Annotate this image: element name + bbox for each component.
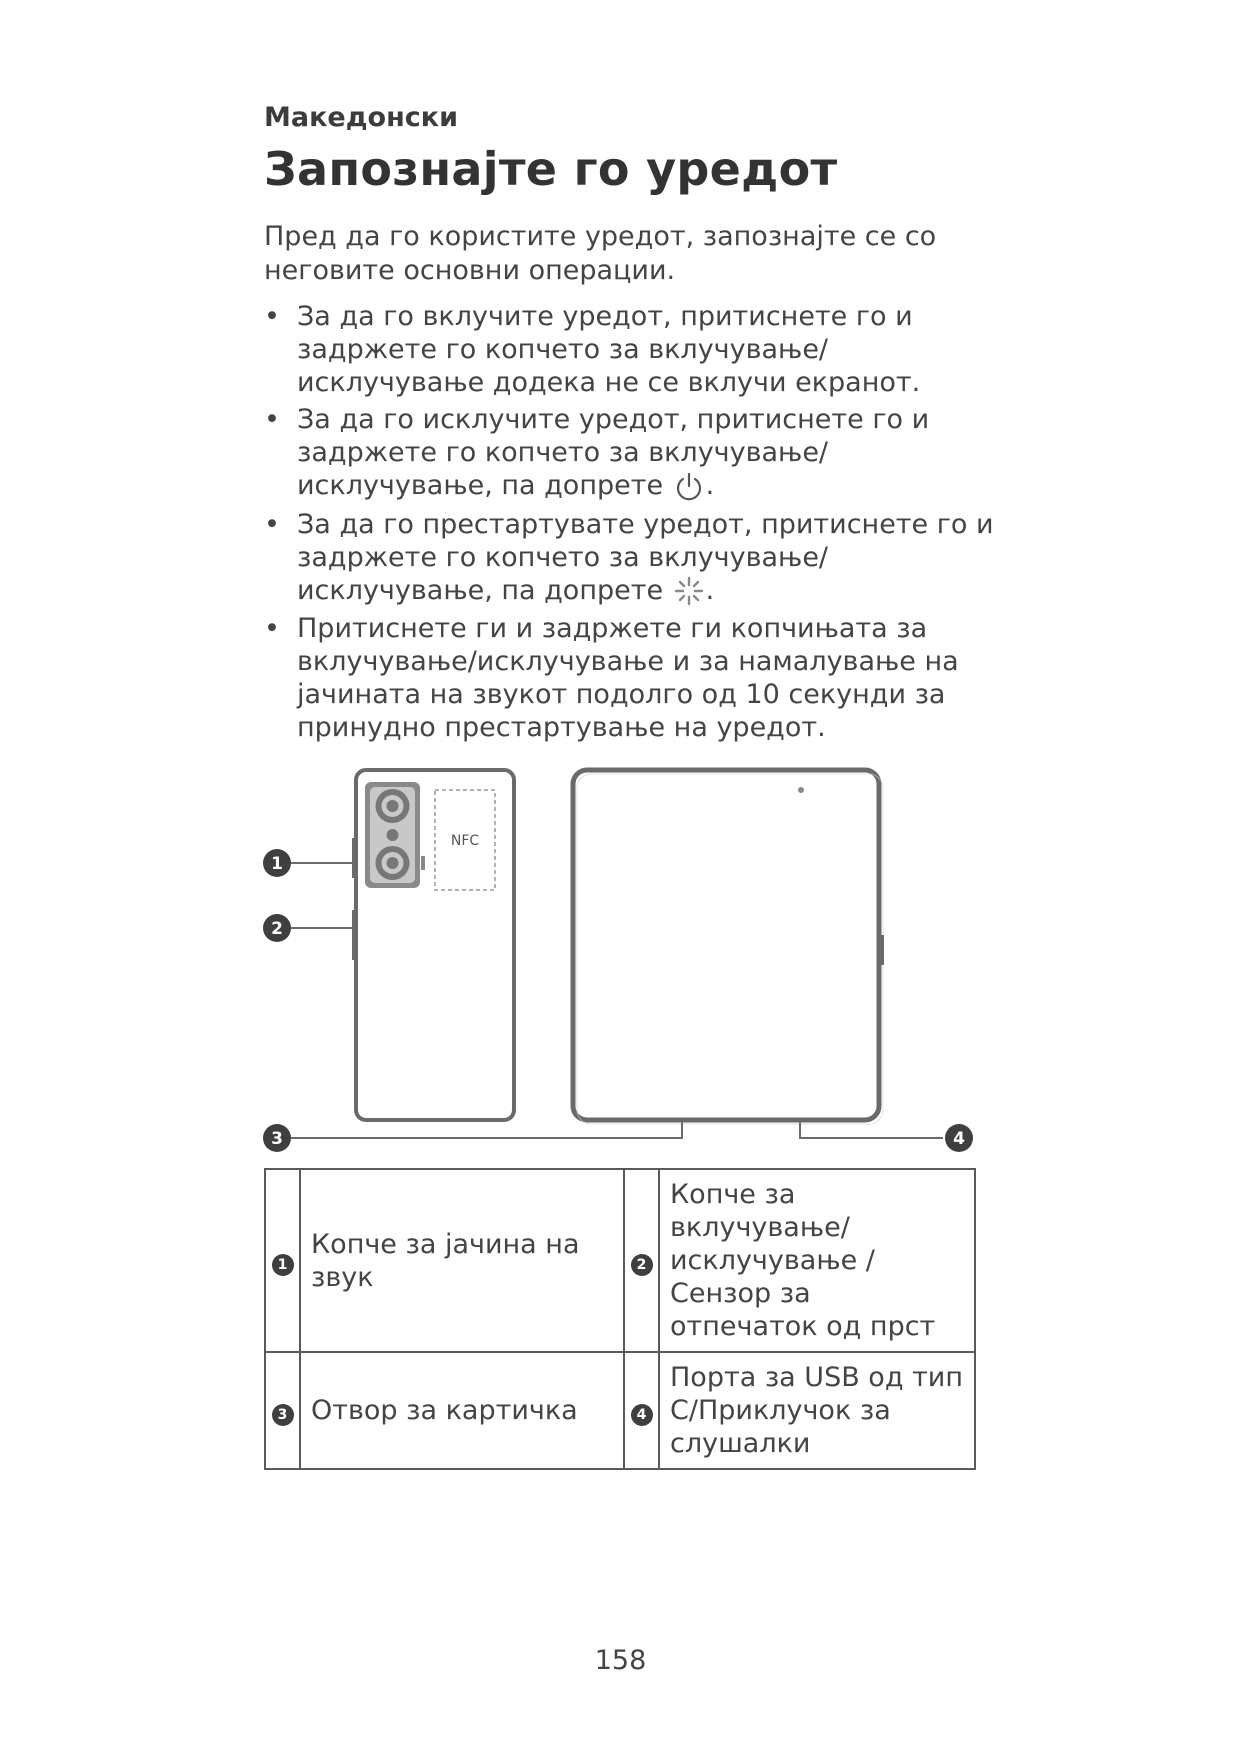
table-row <box>265 1352 975 1469</box>
part-number: 2 <box>631 1254 653 1276</box>
callout-3 <box>263 1124 291 1152</box>
part-number: 1 <box>272 1254 294 1276</box>
part-number-cell <box>265 1352 300 1469</box>
svg-text:4: 4 <box>953 1129 965 1149</box>
part-label: Копче за јачина на звук <box>300 1169 624 1352</box>
device-diagram <box>255 760 995 1160</box>
bullet-suffix: . <box>705 470 715 501</box>
nfc-label: NFC <box>450 833 480 849</box>
bullet-text: Притиснете ги и задржете ги копчињата за вклучување/исклучување и за намалување на јачината на звукот подолго од 10 секунди за принудно престартување на уредот. <box>297 613 959 743</box>
side-button-lower <box>352 910 357 960</box>
list-item: • За да го престартувате уредот, притиснете го и задржете го копчето за вклучување/исклучување, па допрете . <box>264 508 1004 609</box>
language-label: Македонски <box>264 102 458 133</box>
front-side-button <box>879 935 884 965</box>
list-item: • За да го исклучите уредот, притиснете го и задржете го копчето за вклучување/исклучување, па допрете . <box>264 403 1004 504</box>
page-number: 158 <box>594 1645 647 1676</box>
table-row <box>265 1169 975 1352</box>
callout-2 <box>263 914 291 942</box>
bullet-text: За да го вклучите уредот, притиснете го и задржете го копчето за вклучување/исклучување додека не се вклучи екранот. <box>297 301 921 398</box>
bullet-text: За да го исклучите уредот, притиснете го и задржете го копчето за вклучување/исклучување, па допрете <box>297 404 930 501</box>
part-number-cell <box>624 1169 659 1352</box>
svg-text:3: 3 <box>271 1129 283 1149</box>
parts-table <box>264 1168 976 1470</box>
part-label: Копче за вклучување/ исклучување / Сензор за отпечаток од прст <box>659 1169 975 1352</box>
part-label: Порта за USB од тип C/Приклучок за слушалки <box>659 1352 975 1469</box>
callout-1 <box>263 849 291 877</box>
svg-text:1: 1 <box>271 854 283 874</box>
part-number: 4 <box>631 1404 653 1426</box>
page-title: Запознајте го уредот <box>264 142 838 196</box>
phone-front-outline <box>573 770 879 1120</box>
restart-icon <box>672 574 706 608</box>
list-item: • За да го вклучите уредот, притиснете го и задржете го копчето за вклучување/исклучување додека не се вклучи екранот. <box>264 301 921 398</box>
instruction-list <box>264 300 1004 748</box>
side-button-upper <box>352 838 357 878</box>
camera-flash <box>387 829 399 841</box>
bullet-suffix: . <box>705 574 715 606</box>
intro-paragraph: Пред да го користите уредот, запознајте се со неговите основни операции. <box>264 221 937 286</box>
part-label: Отвор за картичка <box>300 1352 624 1469</box>
bullet-text: За да го престартувате уредот, притиснете го и задржете го копчето за вклучување/исклучување, па допрете <box>297 508 994 606</box>
callout-4 <box>945 1124 973 1152</box>
list-item: • Притиснете ги и задржете ги копчињата за вклучување/исклучување и за намалување на јачината на звукот подолго од 10 секунди за принудно престартување на уредот. <box>264 613 959 743</box>
part-number: 3 <box>272 1404 294 1426</box>
front-camera <box>798 787 804 793</box>
power-icon <box>672 470 706 504</box>
part-number-cell <box>265 1169 300 1352</box>
part-number-cell <box>624 1352 659 1469</box>
svg-text:2: 2 <box>271 919 283 939</box>
